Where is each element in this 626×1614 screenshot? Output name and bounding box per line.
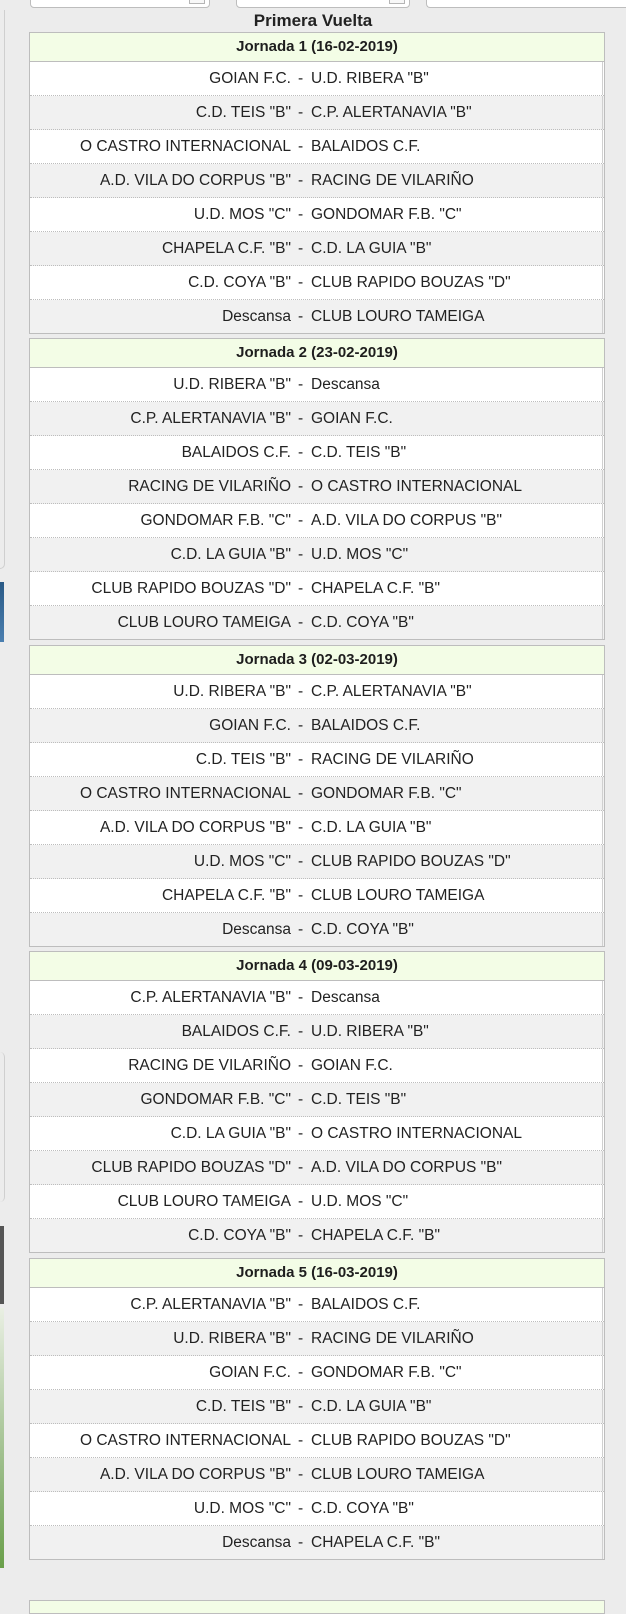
match-separator: - [298, 751, 304, 768]
match-row [30, 1356, 604, 1390]
home-team: O CASTRO INTERNACIONAL [80, 1432, 291, 1449]
home-team: C.D. LA GUIA "B" [170, 1125, 291, 1142]
column-divider [602, 164, 603, 197]
match-row [30, 811, 604, 845]
match-separator: - [298, 580, 304, 597]
match-row [30, 96, 604, 130]
away-team: RACING DE VILARIÑO [311, 751, 474, 768]
match-row [30, 1117, 604, 1151]
jornada-table [29, 1258, 605, 1560]
match-row [30, 1492, 604, 1526]
column-divider [602, 913, 603, 946]
match-separator: - [298, 410, 304, 427]
match-separator: - [298, 1159, 304, 1176]
left-panel-image-edge [0, 1226, 4, 1304]
column-divider [602, 1083, 603, 1116]
jornada-table [29, 951, 605, 1253]
left-panel-image-edge [0, 582, 4, 642]
match-separator: - [298, 1364, 304, 1381]
home-team: CLUB RAPIDO BOUZAS "D" [91, 1159, 291, 1176]
home-team: CLUB LOURO TAMEIGA [117, 1193, 291, 1210]
away-team: CLUB RAPIDO BOUZAS "D" [311, 1432, 511, 1449]
match-row [30, 1458, 604, 1492]
column-divider [602, 130, 603, 163]
away-team: C.D. LA GUIA "B" [311, 819, 432, 836]
match-separator: - [298, 1432, 304, 1449]
match-row [30, 1049, 604, 1083]
match-row [30, 504, 604, 538]
match-row [30, 879, 604, 913]
match-row [30, 470, 604, 504]
jornada-header: Jornada 2 (23-02-2019) [30, 339, 604, 368]
away-team: C.D. TEIS "B" [311, 444, 407, 461]
match-row [30, 130, 604, 164]
match-separator: - [298, 989, 304, 1006]
away-team: Descansa [311, 989, 380, 1006]
away-team: Descansa [311, 376, 380, 393]
away-team: C.D. LA GUIA "B" [311, 240, 432, 257]
away-team: CLUB LOURO TAMEIGA [311, 1466, 485, 1483]
column-divider [602, 538, 603, 571]
home-team: C.D. COYA "B" [188, 1227, 291, 1244]
match-separator: - [298, 1466, 304, 1483]
match-row [30, 1288, 604, 1322]
jornada-table [29, 645, 605, 947]
match-separator: - [298, 444, 304, 461]
away-team: CLUB LOURO TAMEIGA [311, 308, 485, 325]
away-team: CHAPELA C.F. "B" [311, 1227, 441, 1244]
away-team: C.D. COYA "B" [311, 1500, 414, 1517]
away-team: C.P. ALERTANAVIA "B" [311, 104, 472, 121]
match-separator: - [298, 240, 304, 257]
match-row [30, 845, 604, 879]
away-team: C.D. TEIS "B" [311, 1091, 407, 1108]
home-team: CHAPELA C.F. "B" [161, 887, 291, 904]
away-team: O CASTRO INTERNACIONAL [311, 1125, 522, 1142]
column-divider [602, 1219, 603, 1252]
match-row [30, 300, 604, 333]
match-row [30, 1083, 604, 1117]
home-team: C.P. ALERTANAVIA "B" [130, 1296, 291, 1313]
away-team: BALAIDOS C.F. [311, 1296, 421, 1313]
away-team: C.D. COYA "B" [311, 921, 414, 938]
home-team: C.D. TEIS "B" [195, 1398, 291, 1415]
match-row [30, 538, 604, 572]
match-row [30, 777, 604, 811]
away-team: CLUB RAPIDO BOUZAS "D" [311, 853, 511, 870]
match-row [30, 1390, 604, 1424]
next-jornada-header [29, 1600, 605, 1614]
column-divider [602, 1322, 603, 1355]
match-separator: - [298, 1330, 304, 1347]
column-divider [602, 266, 603, 299]
match-separator: - [298, 172, 304, 189]
away-team: CLUB LOURO TAMEIGA [311, 887, 485, 904]
home-team: U.D. MOS "C" [193, 1500, 291, 1517]
match-separator: - [298, 546, 304, 563]
home-team: C.D. LA GUIA "B" [170, 546, 291, 563]
column-divider [602, 1185, 603, 1218]
column-divider [602, 470, 603, 503]
home-team: C.D. COYA "B" [188, 274, 291, 291]
left-panel-image-edge [0, 1308, 4, 1568]
match-separator: - [298, 921, 304, 938]
match-row [30, 1322, 604, 1356]
match-separator: - [298, 1500, 304, 1517]
match-row [30, 981, 604, 1015]
home-team: U.D. MOS "C" [193, 206, 291, 223]
match-separator: - [298, 819, 304, 836]
away-team: BALAIDOS C.F. [311, 717, 421, 734]
column-divider [602, 1117, 603, 1150]
match-row [30, 1185, 604, 1219]
away-team: CHAPELA C.F. "B" [311, 1534, 441, 1551]
column-divider [602, 1492, 603, 1525]
home-team: BALAIDOS C.F. [181, 444, 291, 461]
away-team: GONDOMAR F.B. "C" [311, 1364, 462, 1381]
match-separator: - [298, 1125, 304, 1142]
match-separator: - [298, 70, 304, 87]
filter-select-3[interactable] [426, 0, 626, 8]
match-row [30, 709, 604, 743]
home-team: GOIAN F.C. [209, 1364, 291, 1381]
column-divider [602, 811, 603, 844]
match-row [30, 675, 604, 709]
home-team: RACING DE VILARIÑO [128, 478, 291, 495]
column-divider [602, 1458, 603, 1491]
jornada-table [29, 338, 605, 640]
match-row [30, 62, 604, 96]
column-divider [602, 1015, 603, 1048]
home-team: CLUB RAPIDO BOUZAS "D" [91, 580, 291, 597]
away-team: GOIAN F.C. [311, 410, 393, 427]
match-row [30, 368, 604, 402]
match-row [30, 743, 604, 777]
match-separator: - [298, 274, 304, 291]
match-separator: - [298, 717, 304, 734]
filter-select-1[interactable] [30, 0, 210, 8]
away-team: CLUB RAPIDO BOUZAS "D" [311, 274, 511, 291]
away-team: GONDOMAR F.B. "C" [311, 206, 462, 223]
away-team: GONDOMAR F.B. "C" [311, 785, 462, 802]
jornada-header: Jornada 1 (16-02-2019) [30, 33, 604, 62]
match-row [30, 164, 604, 198]
away-team: RACING DE VILARIÑO [311, 172, 474, 189]
home-team: A.D. VILA DO CORPUS "B" [99, 1466, 291, 1483]
away-team: CHAPELA C.F. "B" [311, 580, 441, 597]
home-team: Descansa [222, 1534, 291, 1551]
match-separator: - [298, 104, 304, 121]
home-team: U.D. RIBERA "B" [173, 1330, 291, 1347]
column-divider [602, 96, 603, 129]
home-team: GONDOMAR F.B. "C" [140, 1091, 291, 1108]
away-team: U.D. RIBERA "B" [311, 70, 429, 87]
match-row [30, 1219, 604, 1252]
home-team: BALAIDOS C.F. [181, 1023, 291, 1040]
column-divider [602, 1526, 603, 1559]
match-separator: - [298, 683, 304, 700]
away-team: BALAIDOS C.F. [311, 138, 421, 155]
home-team: U.D. RIBERA "B" [173, 683, 291, 700]
column-divider [602, 198, 603, 231]
home-team: U.D. RIBERA "B" [173, 376, 291, 393]
away-team: U.D. MOS "C" [311, 1193, 409, 1210]
column-divider [602, 1356, 603, 1389]
column-divider [602, 436, 603, 469]
column-divider [602, 777, 603, 810]
jornada-header: Jornada 5 (16-03-2019) [30, 1259, 604, 1288]
away-team: C.D. LA GUIA "B" [311, 1398, 432, 1415]
match-row [30, 1424, 604, 1458]
column-divider [602, 1288, 603, 1321]
column-divider [602, 743, 603, 776]
home-team: Descansa [222, 921, 291, 938]
match-row [30, 1151, 604, 1185]
column-divider [602, 402, 603, 435]
home-team: GONDOMAR F.B. "C" [140, 512, 291, 529]
home-team: Descansa [222, 308, 291, 325]
column-divider [602, 572, 603, 605]
match-row [30, 232, 604, 266]
jornada-header: Jornada 4 (09-03-2019) [30, 952, 604, 981]
filter-select-2[interactable] [236, 0, 410, 8]
column-divider [602, 845, 603, 878]
home-team: GOIAN F.C. [209, 70, 291, 87]
match-separator: - [298, 785, 304, 802]
match-separator: - [298, 614, 304, 631]
match-separator: - [298, 478, 304, 495]
column-divider [602, 675, 603, 708]
match-separator: - [298, 138, 304, 155]
match-separator: - [298, 887, 304, 904]
left-panel-edge [0, 1052, 5, 1202]
away-team: O CASTRO INTERNACIONAL [311, 478, 522, 495]
match-separator: - [298, 1534, 304, 1551]
filter-bar [0, 0, 626, 10]
page-title: Primera Vuelta [253, 11, 373, 30]
dropdown-caret-icon [389, 0, 405, 4]
away-team: GOIAN F.C. [311, 1057, 393, 1074]
match-separator: - [298, 206, 304, 223]
home-team: RACING DE VILARIÑO [128, 1057, 291, 1074]
match-separator: - [298, 376, 304, 393]
left-panel-edge [0, 10, 5, 569]
match-row [30, 198, 604, 232]
home-team: O CASTRO INTERNACIONAL [80, 138, 291, 155]
match-separator: - [298, 853, 304, 870]
away-team: U.D. RIBERA "B" [311, 1023, 429, 1040]
match-row [30, 266, 604, 300]
away-team: RACING DE VILARIÑO [311, 1330, 474, 1347]
home-team: C.P. ALERTANAVIA "B" [130, 989, 291, 1006]
column-divider [602, 232, 603, 265]
match-row [30, 913, 604, 946]
home-team: C.D. TEIS "B" [195, 751, 291, 768]
away-team: C.D. COYA "B" [311, 614, 414, 631]
away-team: A.D. VILA DO CORPUS "B" [311, 1159, 503, 1176]
column-divider [602, 709, 603, 742]
column-divider [602, 300, 603, 333]
match-separator: - [298, 1227, 304, 1244]
match-row [30, 606, 604, 639]
match-separator: - [298, 512, 304, 529]
match-separator: - [298, 1057, 304, 1074]
jornada-header: Jornada 3 (02-03-2019) [30, 646, 604, 675]
home-team: C.P. ALERTANAVIA "B" [130, 410, 291, 427]
home-team: CHAPELA C.F. "B" [161, 240, 291, 257]
column-divider [602, 1049, 603, 1082]
home-team: C.D. TEIS "B" [195, 104, 291, 121]
away-team: A.D. VILA DO CORPUS "B" [311, 512, 503, 529]
home-team: O CASTRO INTERNACIONAL [80, 785, 291, 802]
home-team: GOIAN F.C. [209, 717, 291, 734]
home-team: CLUB LOURO TAMEIGA [117, 614, 291, 631]
column-divider [602, 981, 603, 1014]
column-divider [602, 879, 603, 912]
match-row [30, 572, 604, 606]
match-separator: - [298, 1091, 304, 1108]
match-row [30, 402, 604, 436]
column-divider [602, 1390, 603, 1423]
away-team: U.D. MOS "C" [311, 546, 409, 563]
column-divider [602, 1151, 603, 1184]
column-divider [602, 606, 603, 639]
match-separator: - [298, 1193, 304, 1210]
column-divider [602, 368, 603, 401]
home-team: A.D. VILA DO CORPUS "B" [99, 819, 291, 836]
column-divider [602, 1424, 603, 1457]
match-separator: - [298, 1296, 304, 1313]
match-row [30, 436, 604, 470]
match-row [30, 1526, 604, 1559]
column-divider [602, 62, 603, 95]
match-row [30, 1015, 604, 1049]
match-separator: - [298, 1023, 304, 1040]
home-team: U.D. MOS "C" [193, 853, 291, 870]
away-team: C.P. ALERTANAVIA "B" [311, 683, 472, 700]
jornada-table [29, 32, 605, 334]
column-divider [602, 504, 603, 537]
match-separator: - [298, 1398, 304, 1415]
match-separator: - [298, 308, 304, 325]
dropdown-caret-icon [189, 0, 205, 4]
home-team: A.D. VILA DO CORPUS "B" [99, 172, 291, 189]
